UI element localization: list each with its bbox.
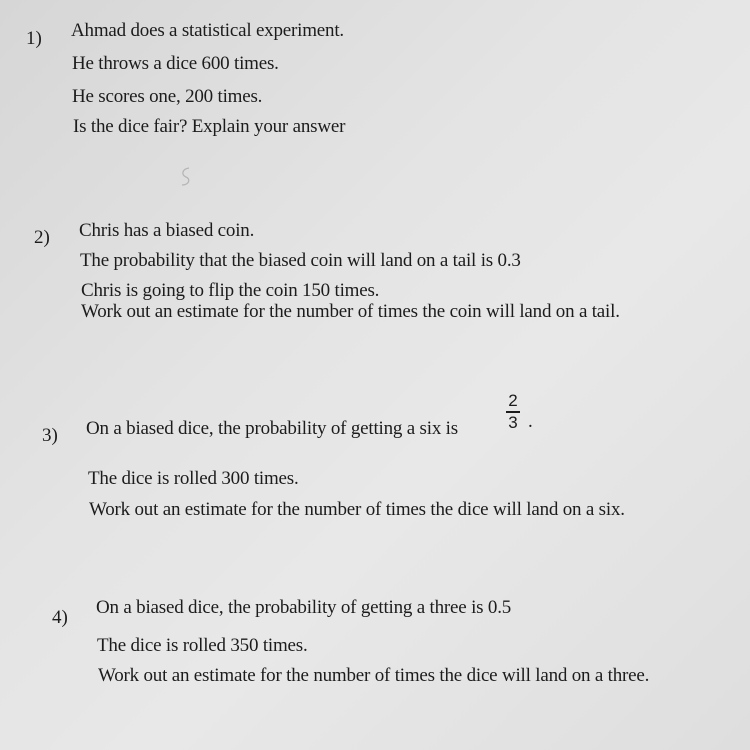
question-number: 1) [26,28,42,49]
question-line: The probability that the biased coin will land on a tail is 0.3 [80,250,521,271]
question-number: 4) [52,607,68,628]
question-line: Ahmad does a statistical experiment. [71,20,344,41]
question-number: 3) [42,425,58,446]
question-line: On a biased dice, the probability of getting a six is [86,418,458,439]
question-line: Work out an estimate for the number of times the dice will land on a three. [98,665,650,686]
question-line: Work out an estimate for the number of times the coin will land on a tail. [81,301,620,322]
question-line: The dice is rolled 350 times. [97,635,308,656]
question-line: He throws a dice 600 times. [72,53,279,74]
question-line: The dice is rolled 300 times. [88,468,299,489]
question-line: Is the dice fair? Explain your answer [73,116,346,137]
fraction-numerator: 2 [508,391,518,410]
pencil-mark [176,165,196,189]
question-line: He scores one, 200 times. [72,86,263,107]
question-line: Work out an estimate for the number of times the dice will land on a six. [89,499,625,520]
question-line: On a biased dice, the probability of getting a three is 0.5 [96,597,512,618]
fraction-denominator: 3 [508,412,518,432]
question-line: Chris has a biased coin. [79,220,255,241]
question-number: 2) [34,227,50,248]
sentence-period: . [528,411,533,432]
fraction-two-thirds [506,392,520,432]
question-line: Chris is going to flip the coin 150 times. [81,280,380,301]
